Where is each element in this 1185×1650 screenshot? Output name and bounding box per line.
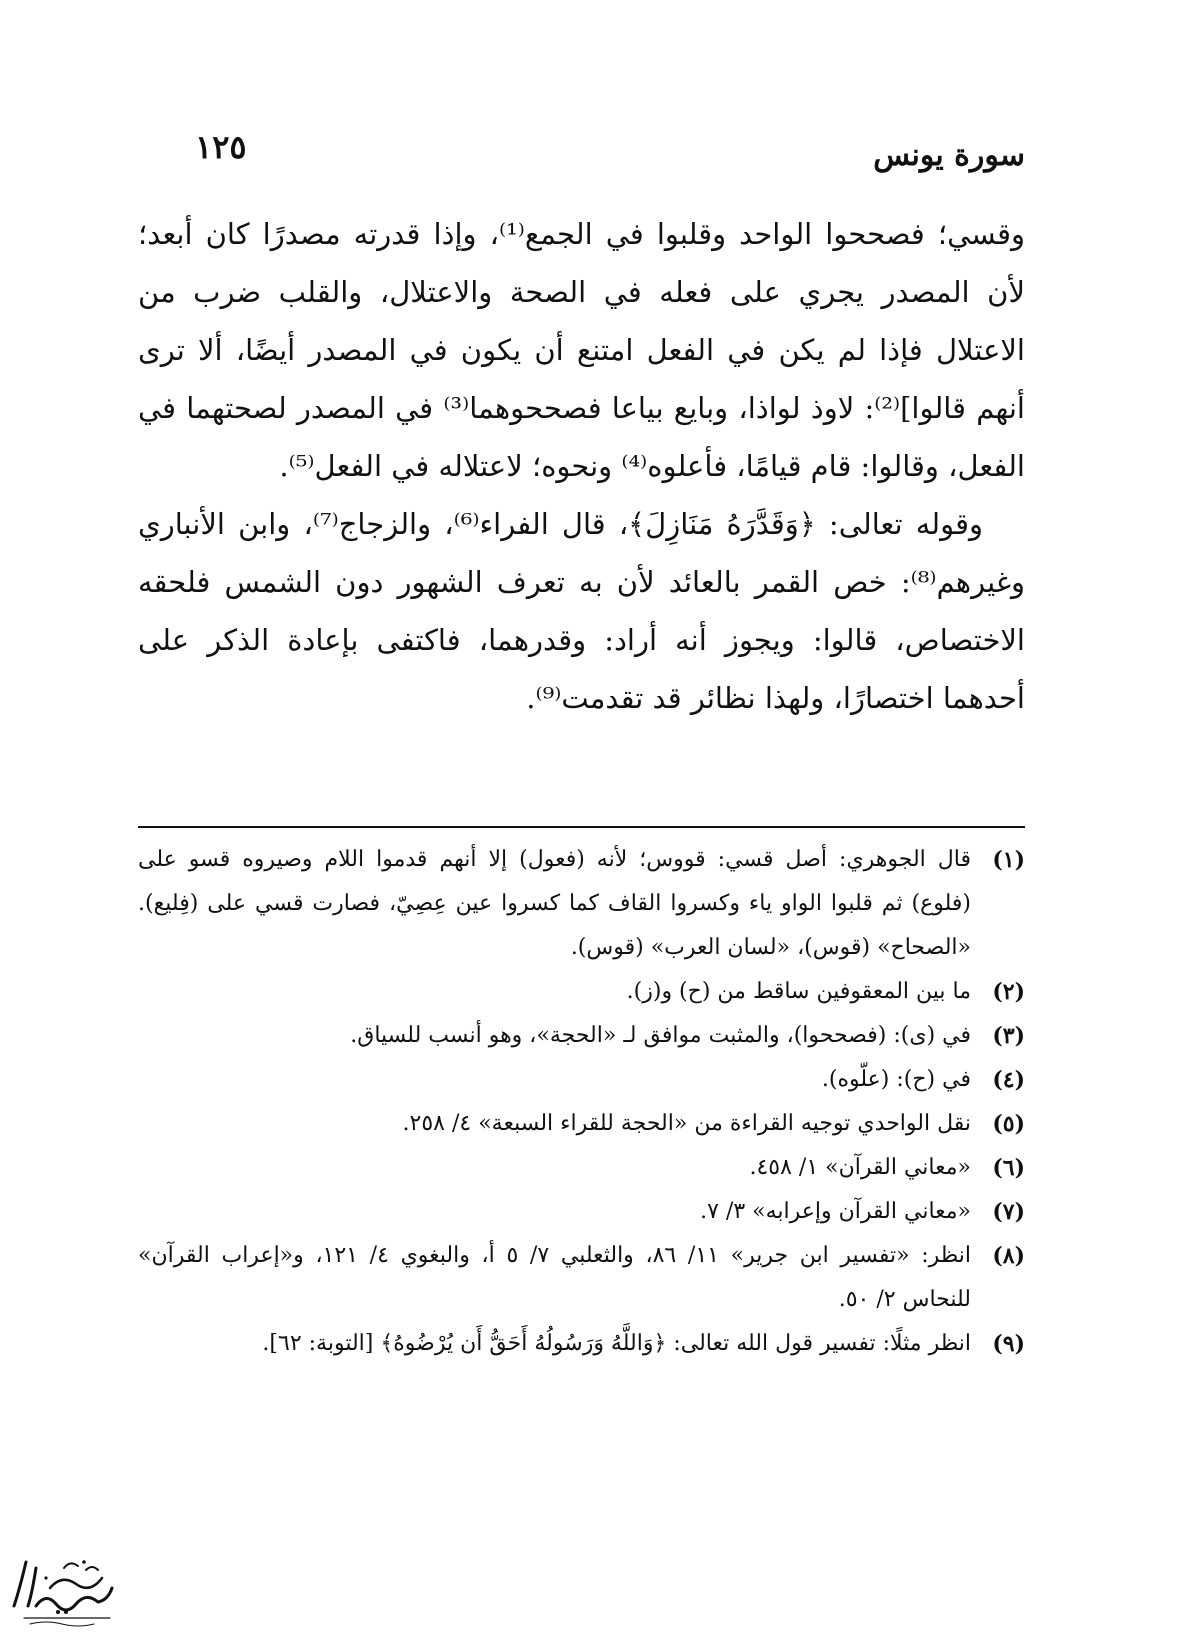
- surah-title: سورة يونس: [873, 138, 1025, 173]
- footnote-text: في (ح): (علّوه).: [821, 1067, 971, 1092]
- footnote-9: [138, 1322, 1025, 1366]
- footnote-6: [138, 1146, 1025, 1190]
- footnote-2: [138, 970, 1025, 1014]
- page-number: ١٢٥: [195, 128, 247, 166]
- footnote-number: (٣): [992, 1023, 1025, 1049]
- footnote-number: (٧): [992, 1199, 1025, 1225]
- footnote-text: نقل الواحدي توجيه القراءة من «الحجة للقراء السبعة» ٤/ ٢٥٨.: [402, 1111, 971, 1136]
- footnote-text: انظر: «تفسير ابن جرير» ١١/ ٨٦، والثعلبي ٧/ ٥ أ، والبغوي ٤/ ١٢١، و«إعراب القرآن» للنحاس ٢/ ٥٠.: [138, 1243, 972, 1312]
- footnote-7: [138, 1190, 1025, 1234]
- footnote-number: (١): [992, 847, 1025, 873]
- footnote-text: «معاني القرآن» ١/ ٤٥٨.: [749, 1155, 971, 1180]
- footnote-number: (٨): [992, 1243, 1025, 1269]
- footnote-number: (٢): [992, 979, 1025, 1005]
- footnote-3: [138, 1014, 1025, 1058]
- footnote-8: [138, 1234, 1025, 1322]
- footnote-divider: [138, 826, 1025, 828]
- footnote-text: انظر مثلًا: تفسير قول الله تعالى: ﴿وَاللَّهُ وَرَسُولُهُ أَحَقُّ أَن يُرْضُوهُ﴾ [التوبة: ٦٢].: [262, 1331, 971, 1356]
- paragraph-1: وقسي؛ فصححوا الواحد وقلبوا في الجمع⁽¹⁾، وإذا قدرته مصدرًا كان أبعد؛ لأن المصدر يجري على فعله في الصحة والاعتلال، والقلب ضرب من الاعتلال فإذا لم يكن في الفعل امتنع أن يكون في المصدر أيضًا، ألا ترى أنهم قالوا]⁽²⁾: لاوذ لواذا، وبايع بياعا فصححوهما⁽³⁾ في المصدر لصحتهما في الفعل، وقالوا: قام قيامًا، فأعلوه⁽⁴⁾ ونحوه؛ لاعتلاله في الفعل⁽⁵⁾.: [138, 217, 1025, 483]
- footnote-number: (٤): [992, 1067, 1025, 1093]
- footnotes: [138, 838, 1025, 1366]
- main-text: [138, 205, 1025, 727]
- footnote-text: قال الجوهري: أصل قسي: قووس؛ لأنه (فعول) إلا أنهم قدموا اللام وصيروه قسو على (فلوع) ثم قلبوا الواو ياء وكسروا القاف كما كسروا عين عِصِيّ، فصارت قسي على (فِليع). «الصحاح» (قوس)، «لسان العرب» (قوس).: [138, 847, 971, 960]
- page-header: [195, 128, 1025, 178]
- footnote-number: (٩): [992, 1331, 1025, 1357]
- footnote-text: «معاني القرآن وإعرابه» ٣/ ٧.: [700, 1199, 971, 1224]
- footnote-number: (٦): [992, 1155, 1025, 1181]
- footnote-5: [138, 1102, 1025, 1146]
- footnote-text: ما بين المعقوفين ساقط من (ح) و(ز).: [626, 979, 971, 1004]
- footnote-1: [138, 838, 1025, 970]
- footnote-text: في (ى): (فصححوا)، والمثبت موافق لـ «الحجة»، وهو أنسب للسياق.: [350, 1023, 971, 1048]
- publisher-logo: [6, 1548, 118, 1634]
- paragraph-2: وقوله تعالى: ﴿وَقَدَّرَهُ مَنَازِلَ﴾، قال الفراء⁽⁶⁾، والزجاج⁽⁷⁾، وابن الأنباري وغيرهم⁽⁸⁾: خص القمر بالعائد لأن به تعرف الشهور دون الشمس فلحقه الاختصاص، قالوا: ويجوز أنه أراد: وقدرهما، فاكتفى بإعادة الذكر على أحدهما اختصارًا، ولهذا نظائر قد تقدمت⁽⁹⁾.: [138, 507, 1025, 715]
- footnote-4: [138, 1058, 1025, 1102]
- footnote-number: (٥): [992, 1111, 1025, 1137]
